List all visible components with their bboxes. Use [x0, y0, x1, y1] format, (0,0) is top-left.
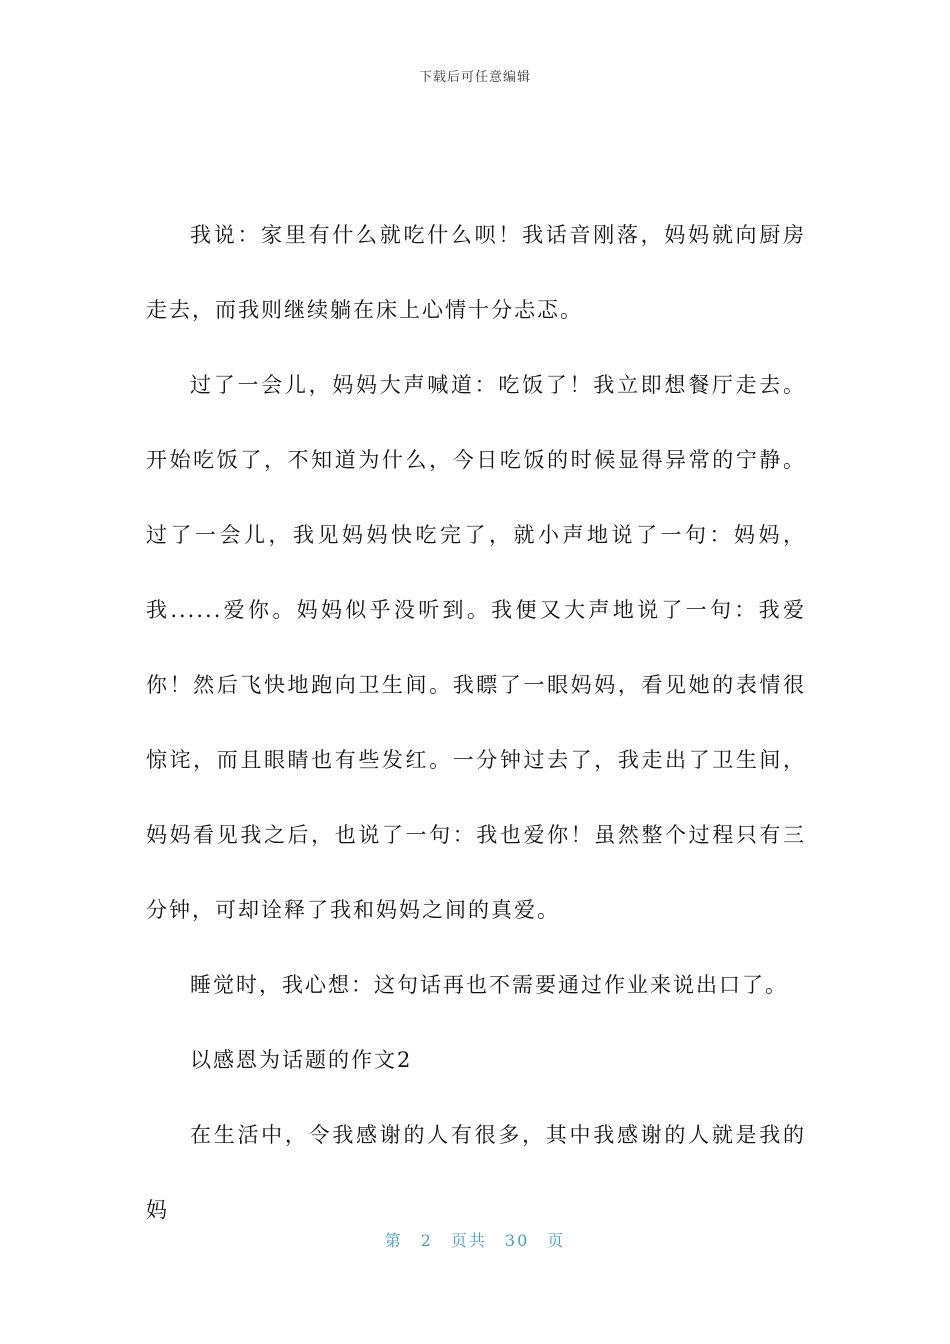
- page-footer: [0, 1228, 950, 1251]
- header-note: 下载后可任意编辑: [418, 70, 531, 85]
- page-total: 30: [504, 1231, 530, 1250]
- page-prefix: 第: [384, 1231, 403, 1250]
- page-number: 2: [420, 1231, 433, 1250]
- section-heading: 以感恩为话题的作文2: [190, 1048, 413, 1072]
- paragraph-4: 在生活中，令我感谢的人有很多，其中我感谢的人就是我的妈: [146, 1123, 806, 1222]
- page-suffix: 页: [547, 1231, 566, 1250]
- paragraph-3: 睡觉时，我心想：这句话再也不需要通过作业来说出口了。: [190, 973, 788, 997]
- page-middle: 页共: [450, 1231, 487, 1250]
- paragraph-1: 我说：家里有什么就吃什么呗！我话音刚落，妈妈就向厨房走去，而我则继续躺在床上心情十分忐忑。: [146, 223, 806, 322]
- document-body: [146, 198, 806, 1248]
- paragraph-2: 过了一会儿，妈妈大声喊道：吃饭了！我立即想餐厅走去。开始吃饭了，不知道为什么，今日吃饭的时候显得异常的宁静。过了一会儿，我见妈妈快吃完了，就小声地说了一句：妈妈，我......爱你。妈妈似乎没听到。我便又大声地说了一句：我爱你！然后飞快地跑向卫生间。我瞟了一眼妈妈，看见她的表情很惊诧，而且眼睛也有些发红。一分钟过去了，我走出了卫生间，妈妈看见我之后，也说了一句：我也爱你！虽然整个过程只有三分钟，可却诠释了我和妈妈之间的真爱。: [146, 373, 806, 922]
